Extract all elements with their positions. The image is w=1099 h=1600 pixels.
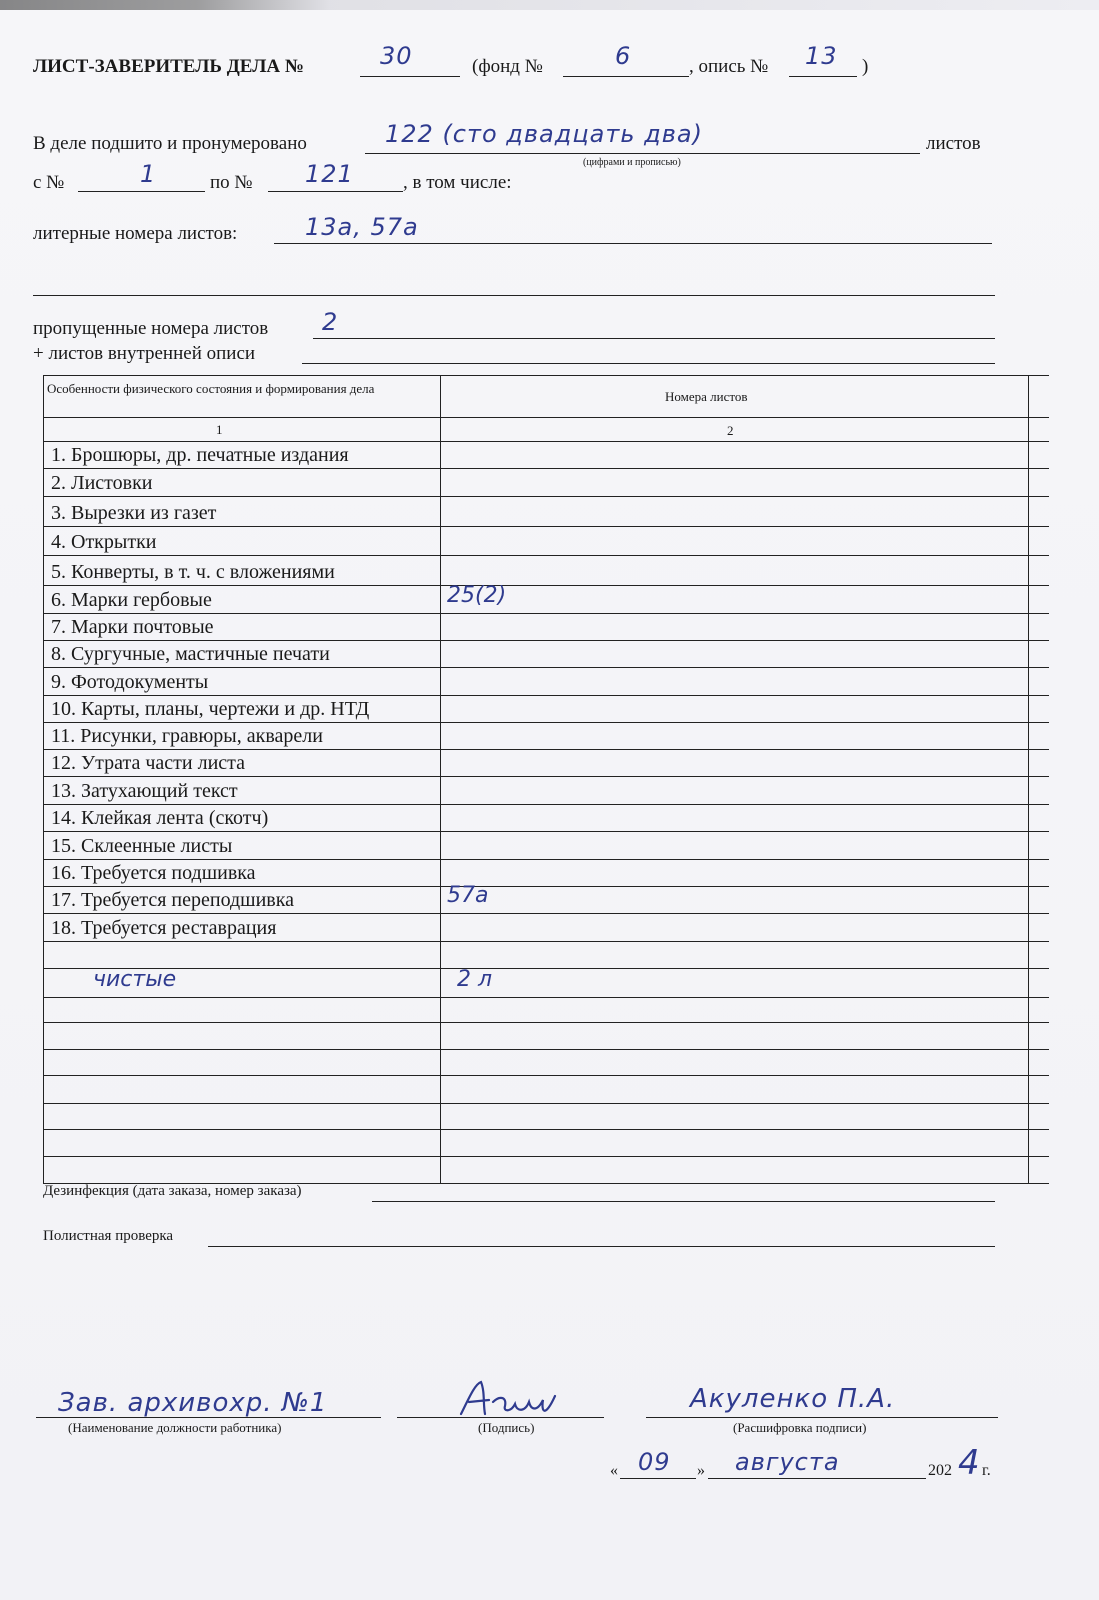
- table-rule: [43, 468, 1049, 469]
- table-row-value: 57а: [447, 883, 489, 908]
- table-row-label: 18. Требуется реставрация: [51, 917, 277, 939]
- table-row-label: 10. Карты, планы, чертежи и др. НТД: [51, 698, 370, 720]
- range-to-value: 121: [305, 160, 354, 188]
- table-row-label: 14. Клейкая лента (скотч): [51, 807, 269, 829]
- disinfection-label: Дезинфекция (дата заказа, номер заказа): [43, 1183, 302, 1199]
- document-title: ЛИСТ-ЗАВЕРИТЕЛЬ ДЕЛА №: [33, 56, 304, 77]
- table-extra-label: чистые: [93, 967, 177, 992]
- inner-inventory-label: + листов внутренней описи: [33, 343, 256, 364]
- signature-image: [455, 1378, 565, 1420]
- table-rule: [43, 375, 1049, 376]
- table-rule: [43, 968, 1049, 969]
- position-caption: (Наименование должности работника): [68, 1420, 282, 1435]
- table-row-label: 11. Рисунки, гравюры, акварели: [51, 725, 323, 747]
- range-from-line: [78, 191, 205, 192]
- fond-line: [563, 76, 689, 77]
- table-row-label: 1. Брошюры, др. печатные издания: [51, 444, 349, 466]
- table-row-label: 4. Открытки: [51, 531, 157, 553]
- table-rule: [43, 997, 1049, 998]
- table-rule: [43, 913, 1049, 914]
- skipped-label: пропущенные номера листов: [33, 318, 269, 339]
- signature-caption: (Подпись): [478, 1420, 535, 1435]
- date-month: августа: [735, 1448, 840, 1476]
- letter-numbers-value: 13а, 57а: [305, 213, 419, 241]
- col2-header: Номера листов: [665, 389, 748, 404]
- table-rule: [43, 1156, 1049, 1157]
- name-value: Акуленко П.А.: [690, 1384, 896, 1414]
- table-rule: [43, 695, 1049, 696]
- case-number: 30: [380, 42, 413, 70]
- table-rule: [43, 749, 1049, 750]
- table-row-label: 2. Листовки: [51, 472, 153, 494]
- signature-line: [397, 1417, 604, 1418]
- table-rule: [43, 496, 1049, 497]
- table-rule: [43, 1129, 1049, 1130]
- date-day: 09: [638, 1448, 671, 1476]
- year-prefix: 202: [928, 1462, 952, 1479]
- check-label: Полистная проверка: [43, 1228, 174, 1244]
- table-row-label: 16. Требуется подшивка: [51, 862, 256, 884]
- year-suffix: г.: [982, 1462, 991, 1479]
- table-row-label: 3. Вырезки из газет: [51, 502, 217, 524]
- table-rule: [43, 441, 1049, 442]
- case-no-line: [360, 76, 460, 77]
- col1-header: Особенности физического состояния и формирования дела: [47, 381, 375, 396]
- table-rule: [43, 1103, 1049, 1104]
- count-value: 122 (сто двадцать два): [385, 120, 703, 148]
- table-row-label: 6. Марки гербовые: [51, 589, 212, 611]
- check-line: [208, 1246, 995, 1247]
- range-suffix: , в том числе:: [403, 172, 512, 193]
- table-rule: [43, 886, 1049, 887]
- count-hint: (цифрами и прописью): [583, 157, 681, 168]
- count-line: [365, 153, 920, 154]
- table-rule: [43, 1049, 1049, 1050]
- table-rule: [43, 776, 1049, 777]
- table-rule: [43, 859, 1049, 860]
- table-rule: [43, 667, 1049, 668]
- features-table: [43, 375, 1049, 1183]
- table-rule: [43, 555, 1049, 556]
- date-close-quote: »: [697, 1462, 705, 1479]
- fond-number: 6: [615, 42, 632, 70]
- table-rule: [43, 941, 1049, 942]
- inner-inventory-line: [302, 363, 995, 364]
- table-rule: [43, 1075, 1049, 1076]
- table-row-label: 7. Марки почтовые: [51, 616, 214, 638]
- table-row-label: 13. Затухающий текст: [51, 780, 238, 802]
- skipped-line: [313, 338, 995, 339]
- scan-edge: [0, 0, 1099, 10]
- col2-number: 2: [727, 423, 734, 438]
- table-rule: [43, 417, 1049, 418]
- disinfection-line: [372, 1201, 995, 1202]
- table-extra-value: 2 л: [457, 967, 493, 992]
- count-prefix: В деле подшито и пронумеровано: [33, 133, 307, 154]
- year-digit: 4: [958, 1443, 981, 1483]
- table-row-label: 17. Требуется переподшивка: [51, 889, 295, 911]
- count-suffix: листов: [926, 133, 981, 154]
- table-rule: [43, 640, 1049, 641]
- table-rule: [43, 1022, 1049, 1023]
- range-to-line: [268, 191, 403, 192]
- position-value: Зав. архивохр. №1: [58, 1388, 328, 1418]
- letter-numbers-line: [274, 243, 992, 244]
- date-open-quote: «: [610, 1462, 618, 1479]
- table-rule: [43, 526, 1049, 527]
- blank-line: [33, 295, 995, 296]
- name-line: [646, 1417, 998, 1418]
- opis-number: 13: [805, 42, 838, 70]
- table-row-label: 12. Утрата части листа: [51, 752, 246, 774]
- table-rule: [43, 831, 1049, 832]
- header-close-paren: ): [862, 56, 869, 77]
- table-row-label: 8. Сургучные, мастичные печати: [51, 643, 330, 665]
- range-to-label: по №: [210, 172, 253, 193]
- name-caption: (Расшифровка подписи): [733, 1420, 867, 1435]
- table-rule: [43, 585, 1049, 586]
- table-rule: [43, 722, 1049, 723]
- table-row-value: 25(2): [447, 583, 507, 608]
- table-row-label: 9. Фотодокументы: [51, 671, 209, 693]
- table-rule: [43, 804, 1049, 805]
- range-from-label: с №: [33, 172, 65, 193]
- position-line: [36, 1417, 381, 1418]
- fond-label: (фонд №: [472, 56, 543, 77]
- table-rule: [43, 613, 1049, 614]
- date-day-line: [620, 1478, 696, 1479]
- range-from-value: 1: [140, 160, 157, 188]
- table-row-label: 5. Конверты, в т. ч. с вложениями: [51, 561, 335, 583]
- date-month-line: [708, 1478, 926, 1479]
- skipped-value: 2: [322, 308, 339, 336]
- col1-number: 1: [216, 422, 223, 437]
- table-row-label: 15. Склеенные листы: [51, 835, 233, 857]
- letter-numbers-label: литерные номера листов:: [33, 223, 238, 244]
- opis-line: [789, 76, 857, 77]
- opis-label: , опись №: [689, 56, 769, 77]
